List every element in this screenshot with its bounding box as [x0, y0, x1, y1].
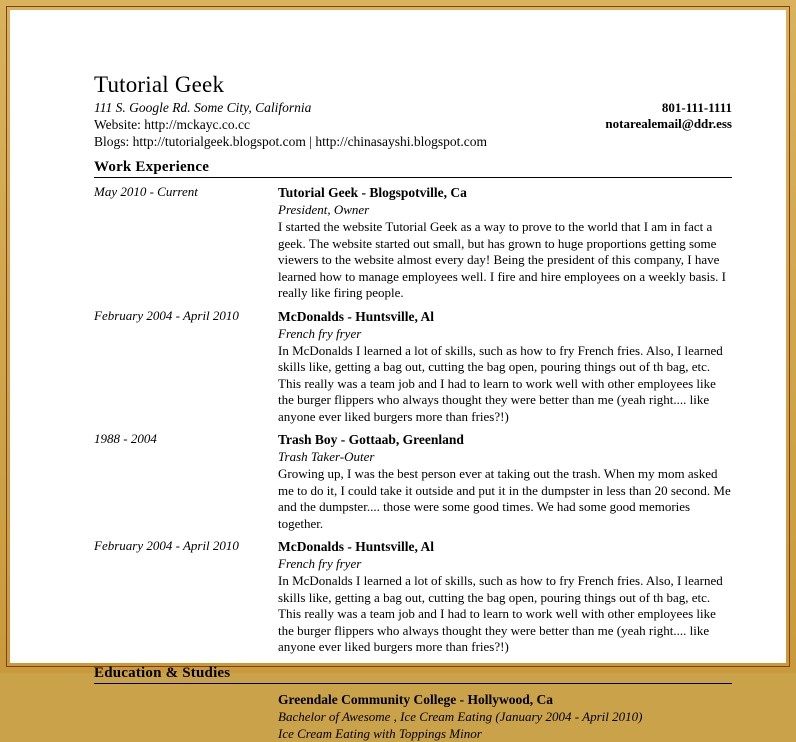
work-entry-date: 1988 - 2004 — [94, 431, 157, 446]
resume-content — [94, 72, 732, 742]
work-entry — [94, 184, 732, 302]
education-school: Greendale Community College - Hollywood, Ca — [278, 691, 553, 707]
work-entry-role: French fry fryer — [278, 325, 362, 341]
education-date-spacer — [94, 691, 278, 742]
work-entry-title: McDonalds - Huntsville, Al — [278, 539, 435, 554]
work-entry-date: February 2004 - April 2010 — [94, 538, 239, 553]
work-entry-title: Trash Boy - Gottaab, Greenland — [278, 432, 464, 447]
work-entry-title: Tutorial Geek - Blogspotville, Ca — [278, 185, 467, 200]
work-entry-body — [278, 308, 732, 426]
contact-block — [605, 100, 732, 132]
address-line: 111 S. Google Rd. Some City, California — [94, 100, 312, 115]
work-entry-description: In McDonalds I learned a lot of skills, such as how to fry French fries. Also, I learned skills like, getting a bag out, cutting the bag open, pouring things out of th bag, etc. This really was a team job and I had to learn to work well with other employees like the burger flippers who always thought they were better than me (yeah right.... like anyone ever liked burgers more than fries?!) — [278, 573, 723, 654]
work-entry-description: In McDonalds I learned a lot of skills, such as how to fry French fries. Also, I learned skills like, getting a bag out, cutting the bag open, pouring things out of th bag, etc. This really was a team job and I had to learn to work well with other employees like the burger flippers who always thought they were better than me (yeah right.... like anyone ever liked burgers more than fries?!) — [278, 342, 723, 424]
website-line: Website: http://mckayc.co.cc — [94, 117, 250, 132]
work-entry-body — [278, 184, 732, 302]
education-entry — [94, 691, 732, 742]
work-entry-date: February 2004 - April 2010 — [94, 307, 239, 323]
page-title: Tutorial Geek — [94, 72, 225, 97]
work-entry-description: Growing up, I was the best person ever at taking out the trash. When my mom asked me to do it, I could take it outside and put it in the dumpster in less than 20 second. Me and the dumpster.... those were some good times. We had some good memories together. — [278, 466, 731, 531]
work-entry-role: Trash Taker-Outer — [278, 449, 375, 464]
email-address: notarealemail@ddr.ess — [605, 116, 732, 131]
work-entry-body — [278, 431, 732, 532]
section-title-education: Education & Studies — [94, 665, 732, 684]
work-entry — [94, 431, 732, 532]
education-minor: Ice Cream Eating with Toppings Minor — [278, 725, 482, 741]
work-entry-date: May 2010 - Current — [94, 184, 198, 199]
blogs-line: Blogs: http://tutorialgeek.blogspot.com | http://chinasayshi.blogspot.com — [94, 134, 488, 149]
work-entry-body — [278, 538, 732, 656]
phone-number: 801-111-1111 — [661, 100, 732, 115]
education-degree: Bachelor of Awesome , Ice Cream Eating (January 2004 - April 2010) — [278, 708, 643, 724]
education-entry-body — [278, 691, 732, 742]
work-entry-role: French fry fryer — [278, 556, 362, 571]
resume-page — [10, 10, 786, 741]
resume-header — [94, 72, 732, 150]
work-entry — [94, 538, 732, 656]
work-entry — [94, 308, 732, 426]
work-entry-title: McDonalds - Huntsville, Al — [278, 308, 435, 324]
section-title-work-experience: Work Experience — [94, 159, 732, 178]
work-entry-role: President, Owner — [278, 202, 370, 217]
work-entry-description: I started the website Tutorial Geek as a way to prove to the world that I am in fact a geek. The website started out small, but has grown to huge proportions getting some viewers to the website almost every day! Being the president of this company, I have learned how to manage employees well. I fire and hire employees on a weekly basis. I really like firing people. — [278, 219, 726, 300]
